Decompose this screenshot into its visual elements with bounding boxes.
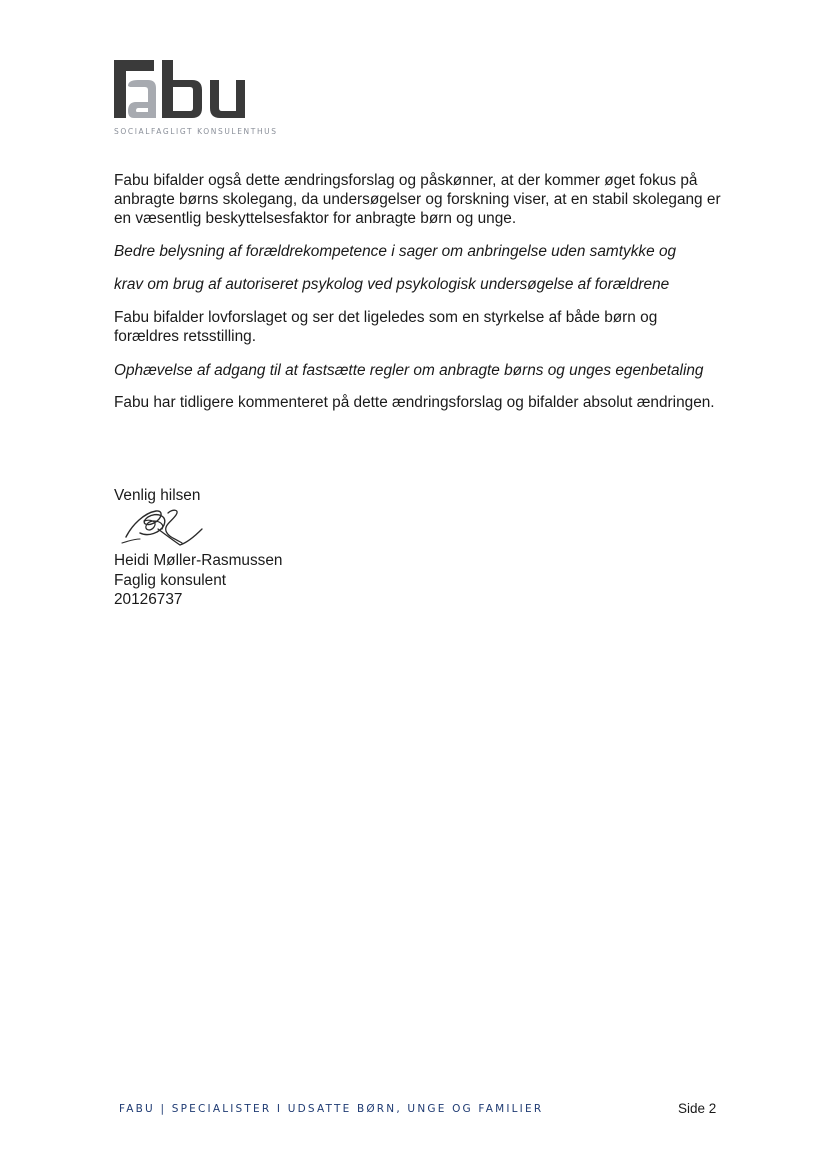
signer-block — [114, 551, 282, 610]
letter-body — [114, 171, 724, 412]
page-number: Side 2 — [678, 1101, 717, 1116]
section-heading-2: krav om brug af autoriseret psykolog ved psykologisk undersøgelse af forældrene — [114, 276, 670, 293]
paragraph-3: Fabu har tidligere kommenteret på dette ændringsforslag og bifalder absolut ændringen. — [114, 394, 715, 411]
paragraph-2: Fabu bifalder lovforslaget og ser det ligeledes som en styrkelse af både børn og forældres retsstilling. — [114, 309, 658, 345]
closing-greeting: Venlig hilsen — [114, 487, 201, 504]
section-heading-1: Bedre belysning af forældrekompetence i sager om anbringelse uden samtykke og — [114, 243, 677, 260]
handwritten-signature — [118, 503, 210, 555]
logo-tagline: SOCIALFAGLIGT KONSULENTHUS — [114, 127, 278, 136]
section-heading-3: Ophævelse af adgang til at fastsætte regler om anbragte børns og unges egenbetaling — [114, 362, 704, 379]
signer-title: Faglig konsulent — [114, 571, 227, 589]
signer-name: Heidi Møller-Rasmussen — [114, 552, 283, 569]
footer-tagline: FABU | SPECIALISTER I UDSATTE BØRN, UNGE OG FAMILIER — [119, 1103, 544, 1115]
logo-text — [112, 126, 113, 127]
paragraph-1: Fabu bifalder også dette ændringsforslag og påskønner, at der kommer øget fokus på anbragte børns skolegang, da undersøgelser og forskning viser, at en stabil skolegang er en væsentlig beskyttelsesfaktor for anbragte børn og unge. — [114, 172, 721, 227]
signer-phone: 20126737 — [114, 591, 183, 608]
